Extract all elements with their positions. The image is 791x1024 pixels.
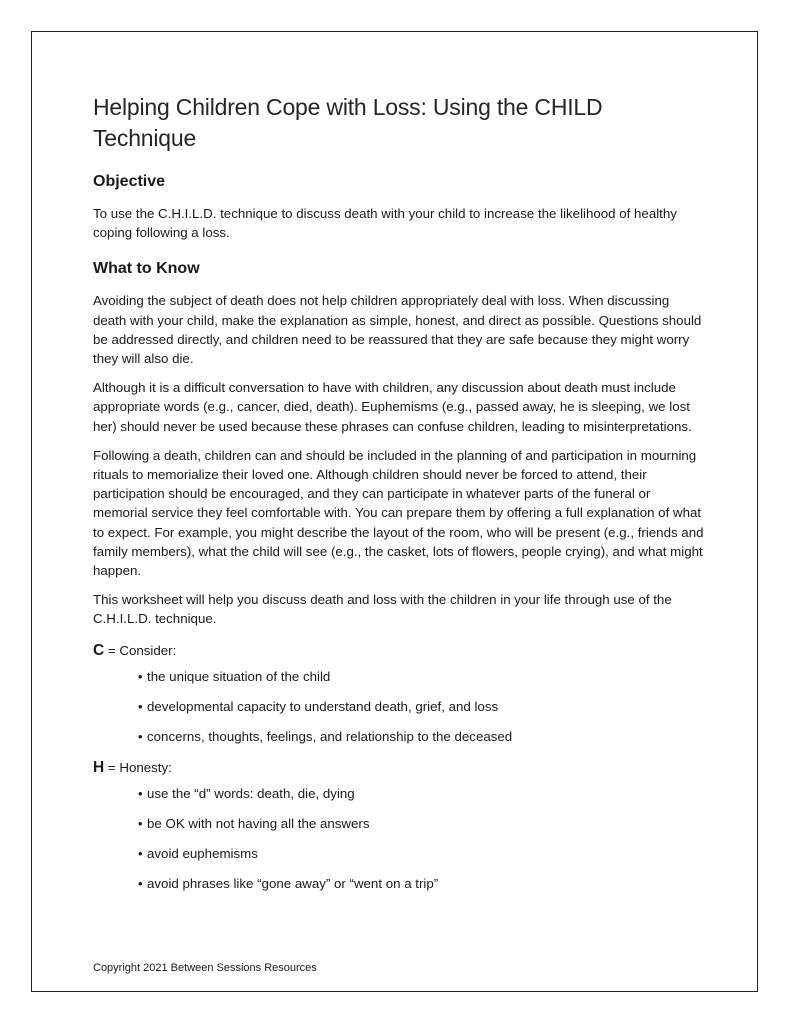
list-item-text: avoid phrases like “gone away” or “went on a trip” — [147, 875, 439, 891]
list-item-text: use the “d” words: death, die, dying — [147, 785, 355, 801]
bullet-icon: • — [138, 785, 143, 801]
bullet-icon: • — [138, 728, 143, 744]
list-item — [138, 727, 705, 746]
section-c-heading — [93, 641, 705, 661]
bullet-icon: • — [138, 815, 143, 831]
bullet-icon: • — [138, 698, 143, 714]
list-item-text: concerns, thoughts, feelings, and relationship to the deceased — [147, 728, 513, 744]
bullet-icon: • — [138, 668, 143, 684]
paragraph-1: Avoiding the subject of death does not help children appropriately deal with loss. When discussing death with your child, make the explanation as simple, honest, and direct as possible. Questions should be addressed directly, and children need to be reassured that they are safe because they might worry they will also die. — [93, 293, 702, 367]
list-item — [138, 814, 705, 833]
what-to-know-heading: What to Know — [93, 260, 200, 278]
list-item — [138, 667, 705, 686]
list-item — [138, 874, 705, 893]
list-item-text: be OK with not having all the answers — [147, 815, 370, 831]
bullet-icon: • — [138, 845, 143, 861]
document-body — [93, 92, 705, 904]
objective-heading: Objective — [93, 173, 166, 190]
list-item — [138, 784, 705, 803]
page-title: Helping Children Cope with Loss: Using the CHILD Technique — [93, 94, 603, 151]
list-item-text: the unique situation of the child — [147, 668, 331, 684]
paragraph-3: Following a death, children can and should be included in the planning of and participation in mourning rituals to memorialize their loved one. Although children should never be forced to attend, their participation should be encouraged, and they can participate in whatever parts of the funeral or memorial service they feel comfortable with. You can prepare them by offering a full explanation of what to expect. For example, you might describe the layout of the room, who will be present (e.g., friends and family members), what the child will see (e.g., the casket, lots of flowers, people crying), and what might happen. — [93, 447, 704, 579]
section-h-list — [93, 784, 705, 893]
section-h-heading — [93, 758, 705, 778]
list-item — [138, 844, 705, 863]
copyright-footer: Copyright 2021 Between Sessions Resources — [93, 962, 317, 974]
section-h-letter: H — [93, 758, 105, 776]
objective-text: To use the C.H.I.L.D. technique to discuss death with your child to increase the likelihood of healthy coping following a loss. — [93, 206, 677, 241]
section-c-label: = Consider: — [104, 642, 177, 658]
paragraph-2: Although it is a difficult conversation to have with children, any discussion about death must include appropriate words (e.g., cancer, died, death). Euphemisms (e.g., passed away, he is sleeping, we lost her) should never be used because these phrases can confuse children, leading to misinterpretations. — [93, 380, 692, 434]
paragraph-4: This worksheet will help you discuss death and loss with the children in your life through use of the C.H.I.L.D. technique. — [93, 592, 672, 627]
bullet-icon: • — [138, 875, 143, 891]
section-h-label: = Honesty: — [104, 759, 172, 775]
list-item-text: developmental capacity to understand death, grief, and loss — [147, 698, 499, 714]
list-item-text: avoid euphemisms — [147, 845, 258, 861]
list-item — [138, 697, 705, 716]
section-c-list — [93, 667, 705, 746]
section-c-letter: C — [93, 641, 105, 659]
